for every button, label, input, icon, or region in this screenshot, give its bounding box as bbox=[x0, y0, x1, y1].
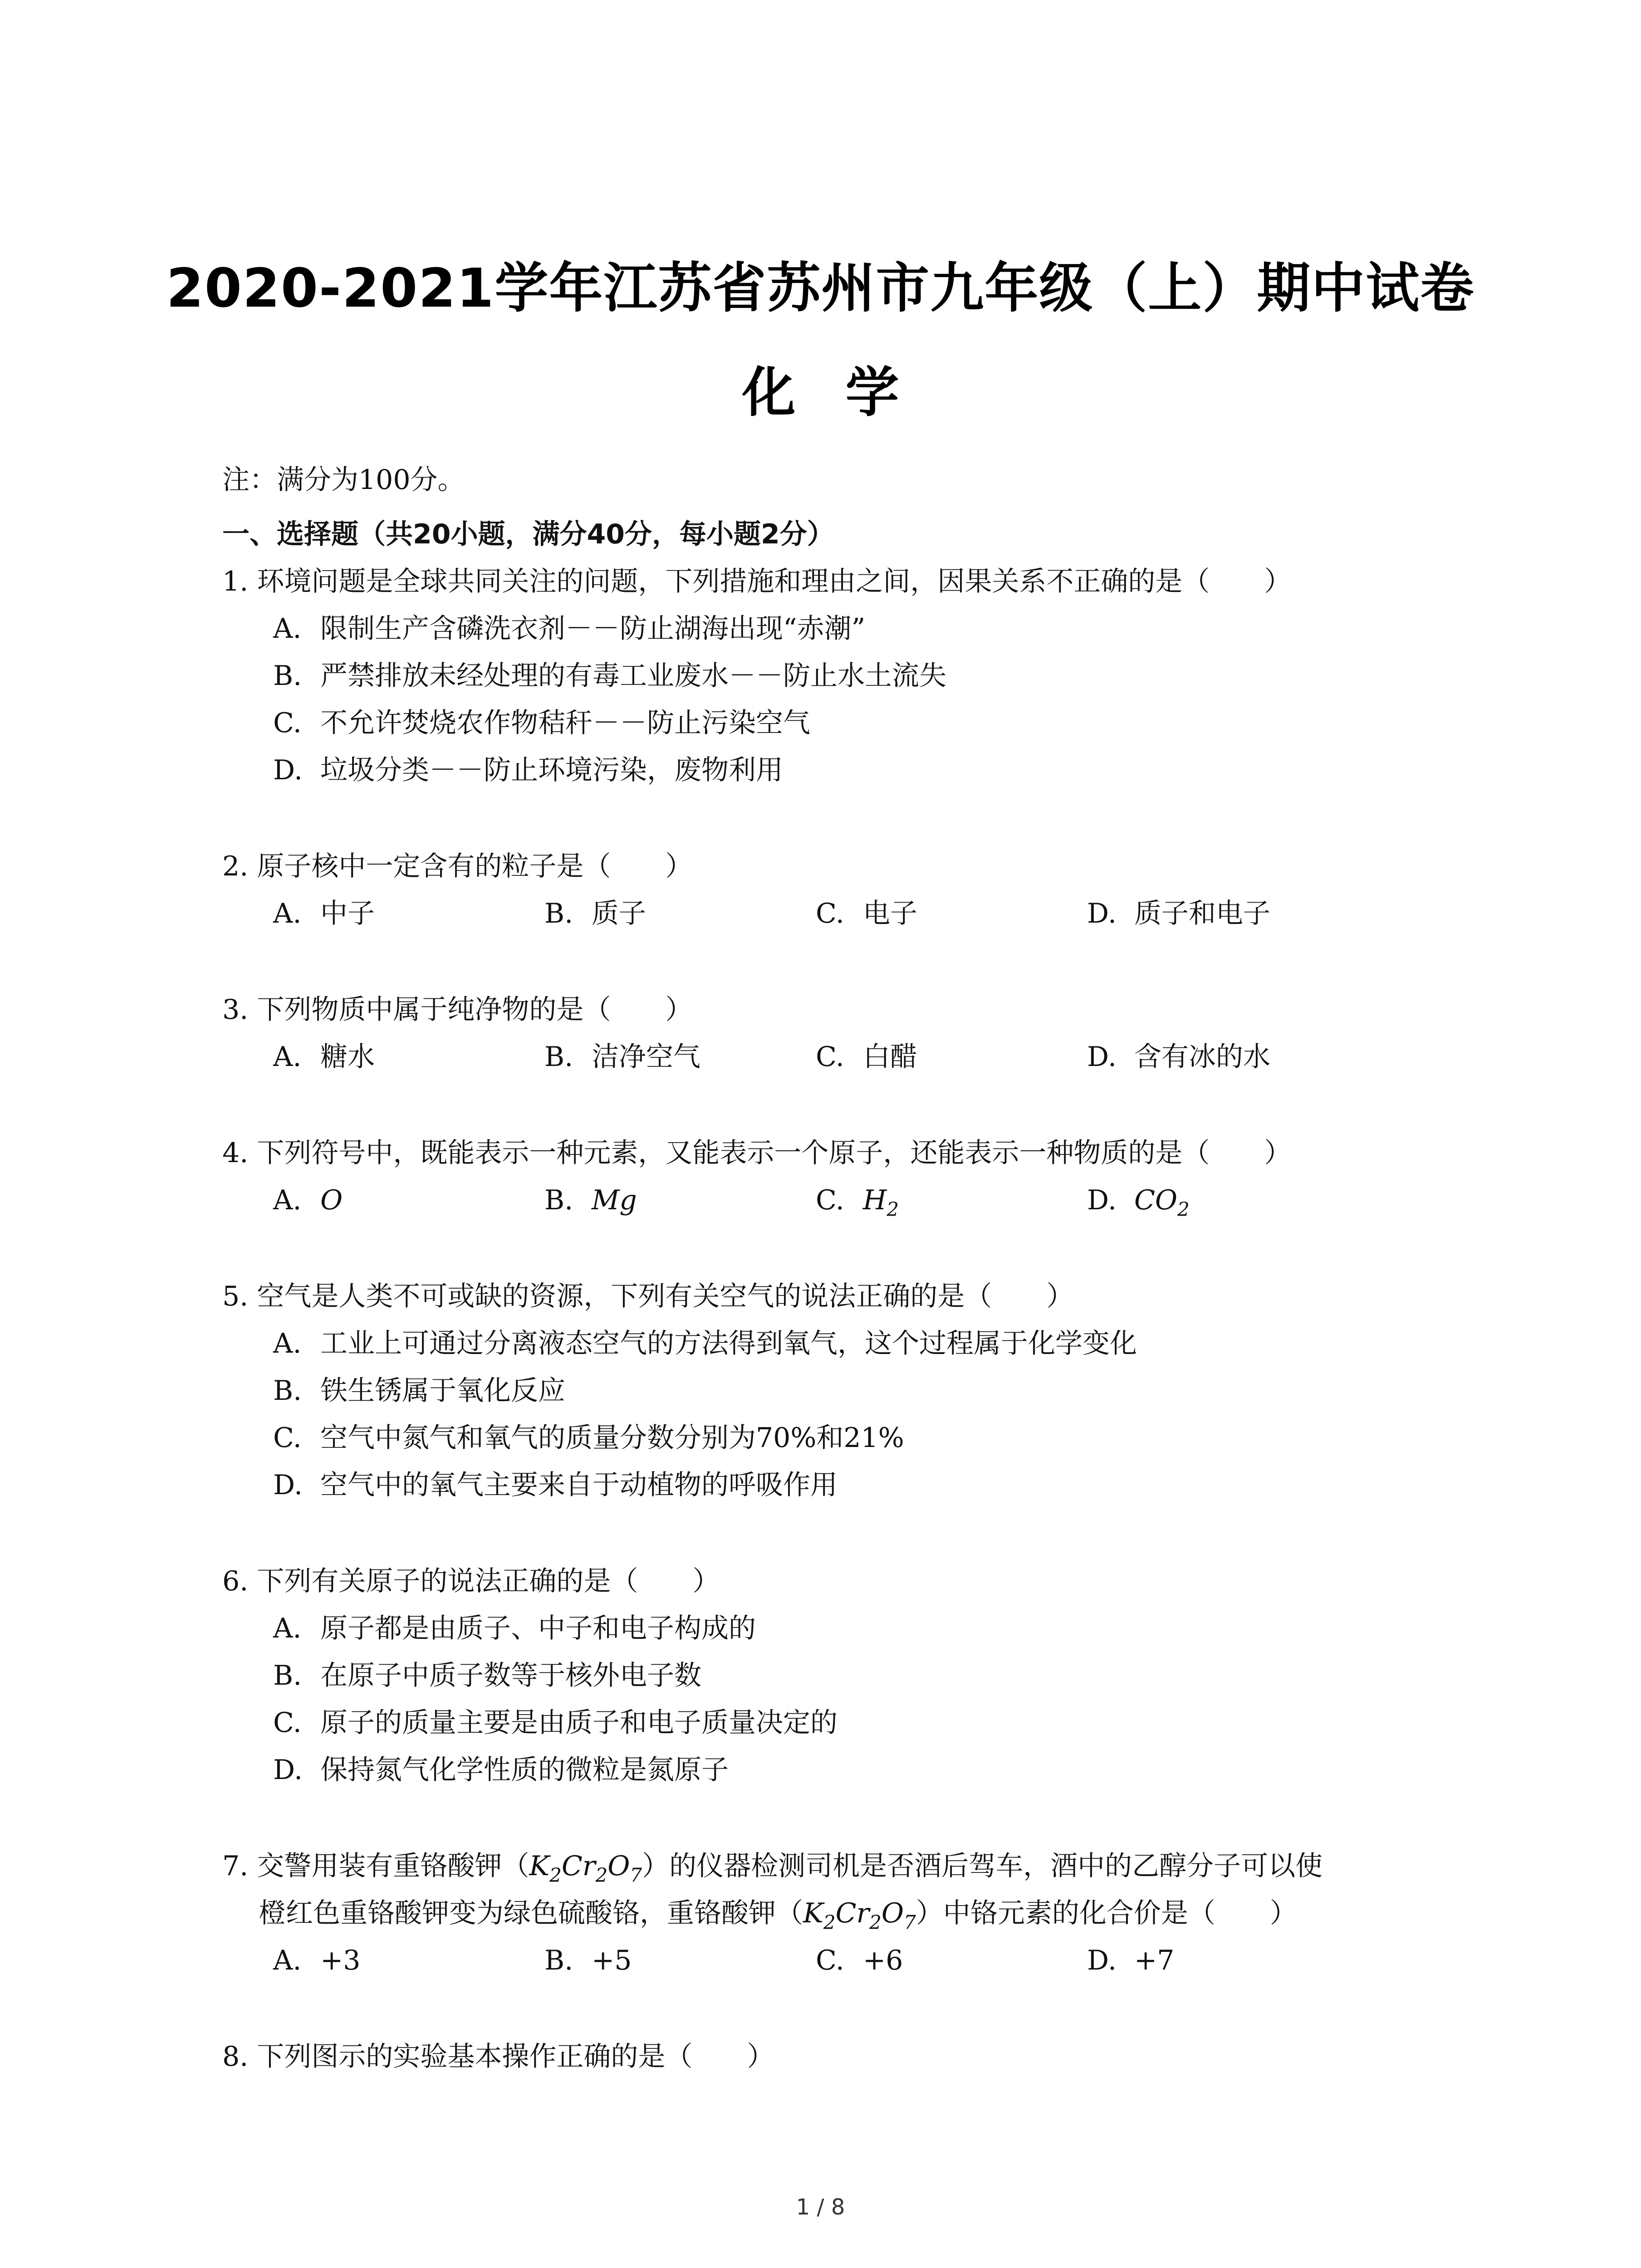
option-a bbox=[273, 1937, 544, 1984]
option-a bbox=[273, 1320, 1474, 1367]
page-indicator: 1 / 8 bbox=[796, 2195, 845, 2220]
option-letter: C. bbox=[273, 1707, 302, 1739]
option-letter: A. bbox=[273, 1328, 302, 1359]
option-a bbox=[273, 1177, 544, 1224]
question-8 bbox=[222, 2033, 1474, 2080]
formula-k2cr2o7 bbox=[529, 1850, 642, 1887]
stem-text: ）的仪器检测司机是否酒后驾车，酒中的乙醇分子可以使 bbox=[642, 1850, 1323, 1882]
option-d bbox=[273, 1746, 1474, 1794]
option-letter: C. bbox=[816, 1945, 844, 1976]
formula-subscript: 2 bbox=[595, 1864, 608, 1887]
score-note: 注：满分为100分。 bbox=[222, 464, 465, 496]
option-letter: D. bbox=[273, 754, 303, 786]
option-letter: D. bbox=[273, 1469, 303, 1501]
option-text: +7 bbox=[1134, 1945, 1175, 1976]
option-text: 不允许焚烧农作物秸秆－－防止污染空气 bbox=[320, 707, 810, 739]
exam-title: 2020-2021学年江苏省苏州市九年级（上）期中试卷 bbox=[166, 257, 1475, 319]
option-row bbox=[222, 1177, 1474, 1224]
stem-text: ）中铬元素的化合价是（ ） bbox=[916, 1897, 1297, 1929]
option-letter: D. bbox=[1087, 1184, 1117, 1216]
option-b bbox=[273, 1367, 1474, 1414]
formula-symbol: K bbox=[529, 1850, 550, 1882]
option-d bbox=[1087, 1177, 1358, 1224]
option-b bbox=[273, 652, 1474, 699]
question-4 bbox=[222, 1129, 1474, 1224]
formula-subscript: 2 bbox=[869, 1911, 882, 1934]
option-text: 质子 bbox=[592, 898, 646, 929]
option-list bbox=[222, 605, 1474, 794]
option-b bbox=[544, 1177, 816, 1224]
option-text: +6 bbox=[863, 1945, 903, 1976]
option-a bbox=[273, 1605, 1474, 1652]
stem-text: 7. 交警用装有重铬酸钾（ bbox=[222, 1850, 529, 1882]
question-stem: 5. 空气是人类不可或缺的资源，下列有关空气的说法正确的是（ ） bbox=[222, 1281, 1074, 1312]
option-b bbox=[544, 1937, 816, 1984]
question-6 bbox=[222, 1558, 1474, 1794]
option-b bbox=[544, 890, 816, 937]
formula-co2 bbox=[1134, 1184, 1190, 1221]
formula-o: O bbox=[320, 1184, 343, 1216]
option-row bbox=[222, 1937, 1474, 1984]
question-2 bbox=[222, 843, 1474, 937]
option-text: +3 bbox=[320, 1945, 361, 1976]
option-letter: A. bbox=[273, 1945, 302, 1976]
question-stem: 8. 下列图示的实验基本操作正确的是（ ） bbox=[222, 2041, 774, 2072]
option-c bbox=[816, 1937, 1087, 1984]
option-row bbox=[222, 890, 1474, 937]
option-letter: D. bbox=[1087, 1945, 1117, 1976]
option-d bbox=[1087, 890, 1358, 937]
option-letter: D. bbox=[1087, 898, 1117, 929]
formula-subscript: 2 bbox=[1177, 1198, 1190, 1221]
option-letter: C. bbox=[273, 1422, 302, 1454]
option-d bbox=[273, 747, 1474, 794]
option-letter: B. bbox=[273, 1375, 302, 1407]
option-text: 含有冰的水 bbox=[1134, 1041, 1270, 1073]
formula-symbol: CO bbox=[1134, 1184, 1178, 1216]
option-letter: D. bbox=[273, 1754, 303, 1786]
option-d bbox=[1087, 1937, 1358, 1984]
subject-title: 化学 bbox=[742, 361, 949, 424]
option-list bbox=[222, 1605, 1474, 1794]
option-c bbox=[273, 1699, 1474, 1746]
formula-symbol: H bbox=[863, 1184, 887, 1216]
question-stem: 3. 下列物质中属于纯净物的是（ ） bbox=[222, 994, 693, 1026]
question-1 bbox=[222, 558, 1474, 794]
option-letter: A. bbox=[273, 1184, 302, 1216]
section-heading: 一、选择题（共20小题，满分40分，每小题2分） bbox=[222, 518, 834, 550]
option-text: 电子 bbox=[863, 898, 917, 929]
stem-continuation bbox=[222, 1890, 1474, 1937]
formula-mg: Mg bbox=[592, 1184, 637, 1216]
option-text: 洁净空气 bbox=[592, 1041, 700, 1073]
formula-k2cr2o7 bbox=[803, 1897, 916, 1934]
option-letter: B. bbox=[544, 1041, 573, 1073]
option-c bbox=[816, 890, 1087, 937]
formula-subscript: 7 bbox=[904, 1911, 916, 1934]
option-row bbox=[222, 1033, 1474, 1080]
option-text: +5 bbox=[592, 1945, 632, 1976]
option-letter: B. bbox=[273, 1660, 302, 1691]
formula-subscript: 2 bbox=[549, 1864, 562, 1887]
option-text: 原子都是由质子、中子和电子构成的 bbox=[320, 1613, 756, 1644]
option-text: 限制生产含磷洗衣剂－－防止湖海出现“赤潮” bbox=[320, 613, 866, 645]
option-a bbox=[273, 890, 544, 937]
option-text: 严禁排放未经处理的有毒工业废水－－防止水土流失 bbox=[320, 660, 946, 692]
formula-symbol: O bbox=[607, 1850, 630, 1882]
formula-subscript: 2 bbox=[887, 1198, 899, 1221]
option-text: 工业上可通过分离液态空气的方法得到氧气，这个过程属于化学变化 bbox=[320, 1328, 1137, 1359]
option-letter: B. bbox=[544, 1184, 573, 1216]
option-text: 中子 bbox=[320, 898, 375, 929]
question-7 bbox=[222, 1843, 1474, 1984]
option-text: 空气中的氧气主要来自于动植物的呼吸作用 bbox=[320, 1469, 838, 1501]
option-b bbox=[273, 1652, 1474, 1699]
option-letter: C. bbox=[816, 1041, 844, 1073]
option-letter: B. bbox=[544, 1945, 573, 1976]
option-a bbox=[273, 605, 1474, 652]
option-d bbox=[1087, 1033, 1358, 1080]
question-stem: 1. 环境问题是全球共同关注的问题，下列措施和理由之间，因果关系不正确的是（ ） bbox=[222, 566, 1292, 597]
option-text: 原子的质量主要是由质子和电子质量决定的 bbox=[320, 1707, 838, 1739]
formula-symbol: K bbox=[803, 1897, 823, 1929]
formula-subscript: 7 bbox=[630, 1864, 642, 1887]
question-3 bbox=[222, 986, 1474, 1080]
option-text: 质子和电子 bbox=[1134, 898, 1270, 929]
formula-symbol: Cr bbox=[561, 1850, 596, 1882]
question-5 bbox=[222, 1273, 1474, 1509]
option-text: 保持氮气化学性质的微粒是氮原子 bbox=[320, 1754, 729, 1786]
option-c bbox=[273, 1414, 1474, 1461]
formula-symbol: O bbox=[881, 1897, 904, 1929]
option-letter: B. bbox=[273, 660, 302, 692]
question-stem bbox=[222, 1843, 1474, 1937]
question-stem: 2. 原子核中一定含有的粒子是（ ） bbox=[222, 850, 693, 882]
option-a bbox=[273, 1033, 544, 1080]
option-letter: D. bbox=[1087, 1041, 1117, 1073]
option-letter: C. bbox=[816, 1184, 844, 1216]
question-list bbox=[222, 558, 1474, 2080]
option-text: 在原子中质子数等于核外电子数 bbox=[320, 1660, 701, 1691]
option-letter: B. bbox=[544, 898, 573, 929]
option-text: 垃圾分类－－防止环境污染，废物利用 bbox=[320, 754, 783, 786]
formula-subscript: 2 bbox=[823, 1911, 836, 1934]
option-list bbox=[222, 1320, 1474, 1509]
option-c bbox=[816, 1033, 1087, 1080]
stem-text: 橙红色重铬酸钾变为绿色硫酸铬，重铬酸钾（ bbox=[259, 1897, 803, 1929]
formula-h2 bbox=[863, 1184, 899, 1221]
formula-symbol: Cr bbox=[835, 1897, 870, 1929]
option-b bbox=[544, 1033, 816, 1080]
question-stem: 6. 下列有关原子的说法正确的是（ ） bbox=[222, 1565, 720, 1597]
option-text: 糖水 bbox=[320, 1041, 375, 1073]
option-text: 空气中氮气和氧气的质量分数分别为70%和21% bbox=[320, 1422, 904, 1454]
option-c bbox=[816, 1177, 1087, 1224]
option-text: 白醋 bbox=[863, 1041, 917, 1073]
option-letter: C. bbox=[816, 898, 844, 929]
question-stem: 4. 下列符号中，既能表示一种元素，又能表示一个原子，还能表示一种物质的是（ ） bbox=[222, 1137, 1292, 1169]
option-letter: A. bbox=[273, 1613, 302, 1644]
option-text: 铁生锈属于氧化反应 bbox=[320, 1375, 565, 1407]
option-letter: A. bbox=[273, 898, 302, 929]
option-c bbox=[273, 699, 1474, 747]
option-letter: A. bbox=[273, 613, 302, 645]
option-letter: C. bbox=[273, 707, 302, 739]
option-letter: A. bbox=[273, 1041, 302, 1073]
option-d bbox=[273, 1461, 1474, 1509]
